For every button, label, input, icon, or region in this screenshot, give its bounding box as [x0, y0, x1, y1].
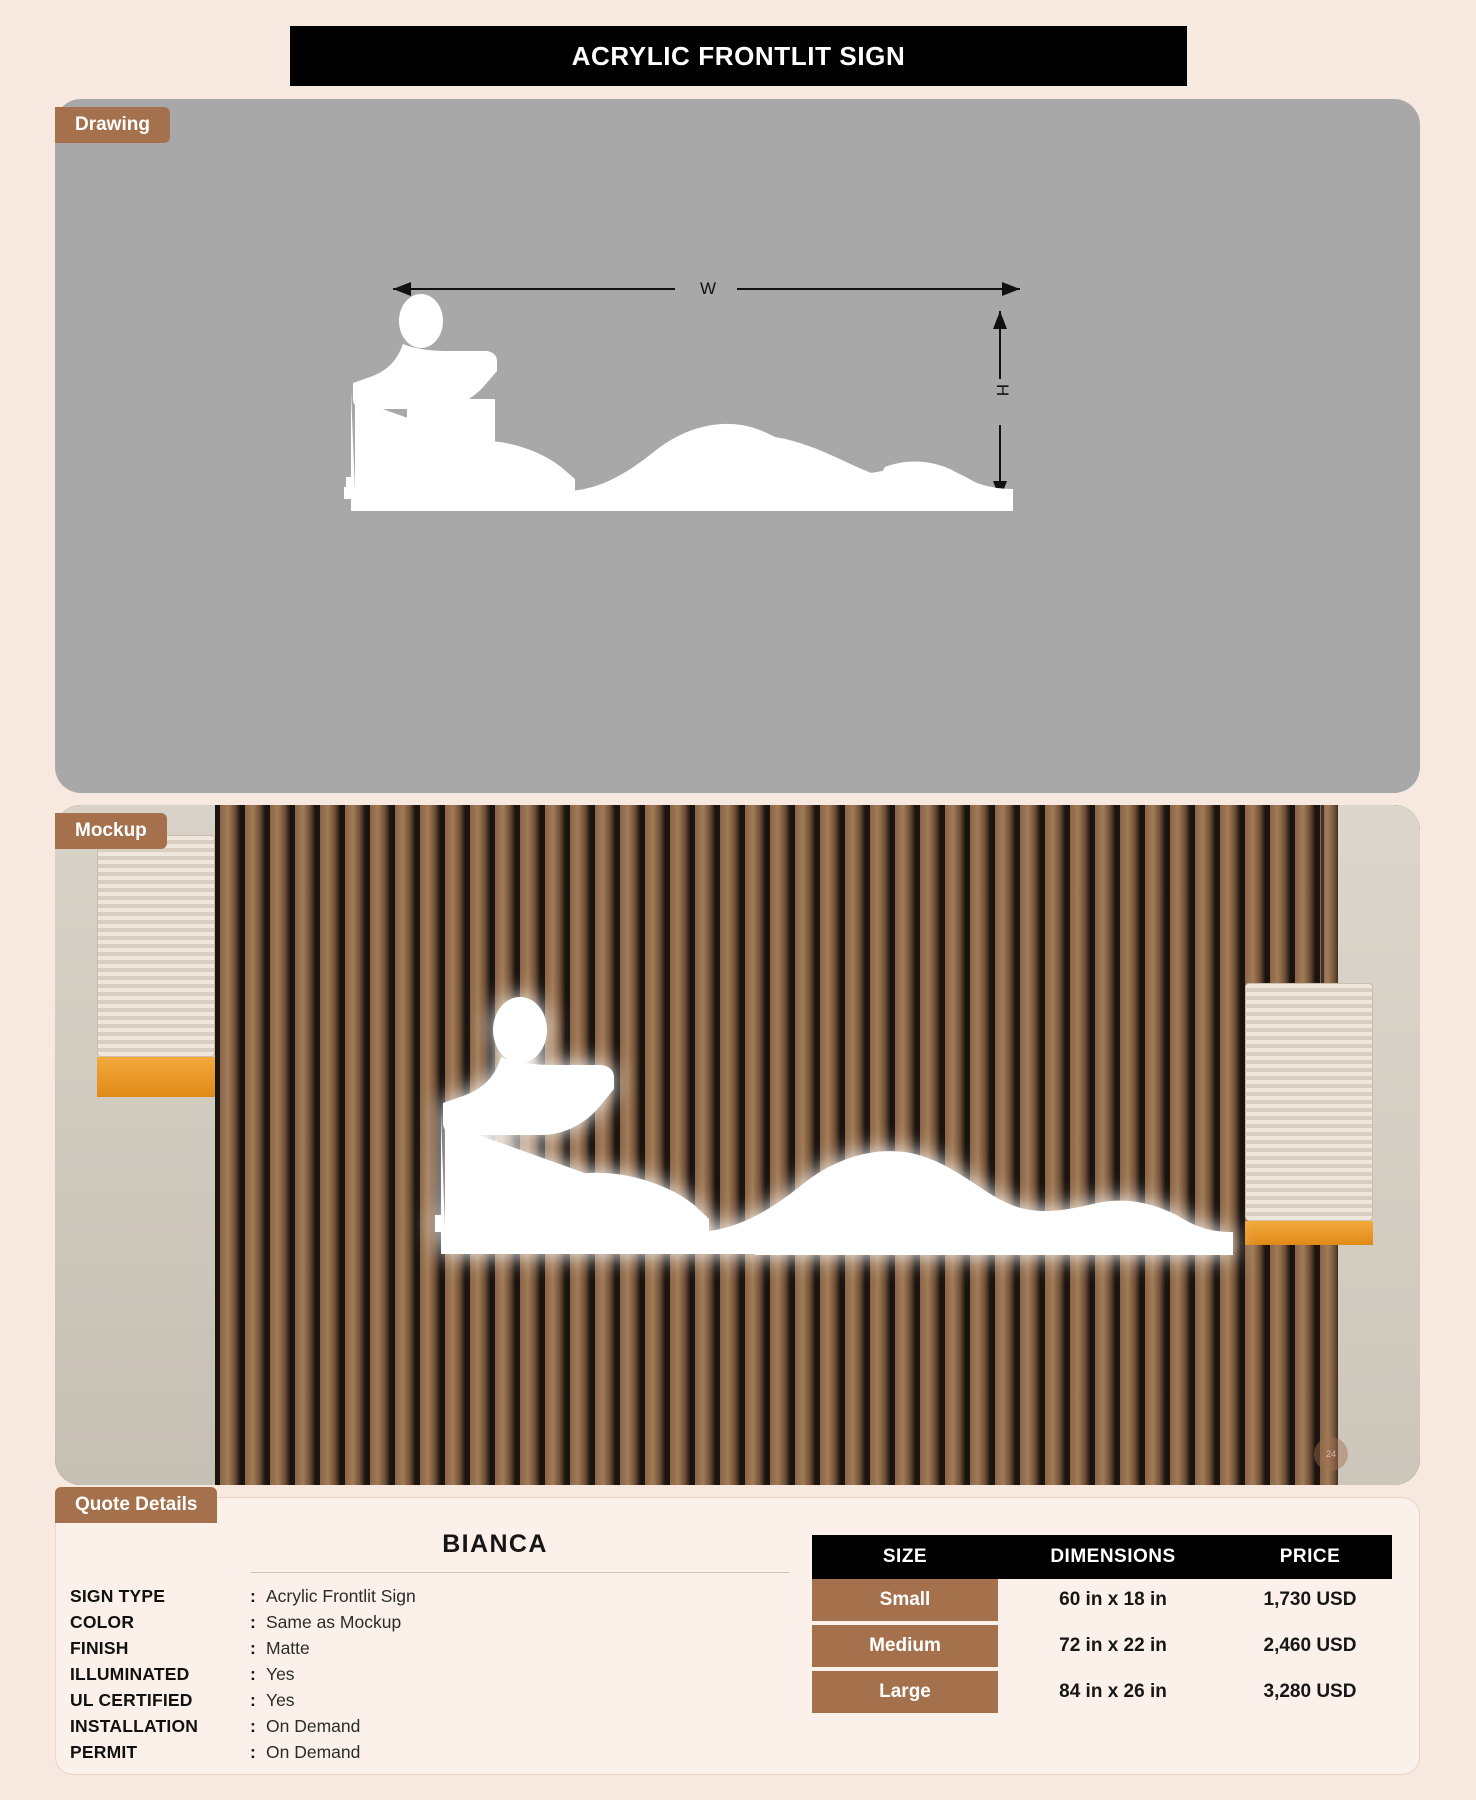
- spec-row: [70, 1586, 700, 1612]
- page-title-bar: [290, 26, 1187, 86]
- quote-section-tab: Quote Details: [55, 1487, 217, 1523]
- spec-label: FINISH: [70, 1638, 129, 1658]
- cell-size: Large: [812, 1669, 998, 1715]
- spec-value: Yes: [266, 1664, 295, 1684]
- spec-row: [70, 1742, 700, 1768]
- spec-label: COLOR: [70, 1612, 135, 1632]
- table-row: [812, 1579, 1392, 1623]
- column-header-price: PRICE: [1228, 1535, 1392, 1579]
- cell-dimensions: 84 in x 26 in: [1059, 1681, 1167, 1702]
- spec-row: [70, 1638, 700, 1664]
- spec-value: Same as Mockup: [266, 1612, 402, 1632]
- spec-label: UL CERTIFIED: [70, 1690, 193, 1710]
- spec-value: Acrylic Frontlit Sign: [266, 1586, 416, 1606]
- spec-colon: :: [250, 1690, 256, 1710]
- cell-price: 3,280 USD: [1263, 1681, 1357, 1702]
- spec-label: PERMIT: [70, 1742, 138, 1762]
- spec-row: [70, 1716, 700, 1742]
- cell-price: 2,460 USD: [1263, 1635, 1357, 1656]
- drawing-panel: [55, 99, 1420, 793]
- cell-size: Small: [812, 1579, 998, 1623]
- spec-label: SIGN TYPE: [70, 1586, 166, 1606]
- spec-value: On Demand: [266, 1716, 361, 1736]
- cell-size: Medium: [812, 1623, 998, 1669]
- table-row: [812, 1623, 1392, 1669]
- pricing-table: [812, 1535, 1392, 1717]
- spec-list: [70, 1586, 700, 1768]
- brand-name: BIANCA: [442, 1530, 548, 1558]
- cell-dimensions: 72 in x 22 in: [1059, 1635, 1167, 1656]
- mockup-sign-graphic: [55, 805, 1420, 1485]
- drawing-illustration: [55, 99, 1420, 793]
- column-header-dimensions: DIMENSIONS: [998, 1535, 1228, 1579]
- mockup-section-tab: Mockup: [55, 813, 167, 849]
- pricing-table-header-row: [812, 1535, 1392, 1579]
- spec-row: [70, 1690, 700, 1716]
- cell-price: 1,730 USD: [1263, 1589, 1357, 1610]
- spec-colon: :: [250, 1638, 256, 1658]
- spec-colon: :: [250, 1742, 256, 1762]
- column-header-size: SIZE: [812, 1535, 998, 1579]
- spec-label: ILLUMINATED: [70, 1664, 190, 1684]
- cell-dimensions: 60 in x 18 in: [1059, 1589, 1167, 1610]
- spec-colon: :: [250, 1716, 256, 1736]
- spec-value: Yes: [266, 1690, 295, 1710]
- spec-value: Matte: [266, 1638, 310, 1658]
- mockup-watermark: 24: [1314, 1437, 1348, 1471]
- drawing-section-tab: Drawing: [55, 107, 170, 143]
- drawing-height-label: H: [993, 384, 1012, 397]
- table-row: [812, 1669, 1392, 1715]
- spec-value: On Demand: [266, 1742, 361, 1762]
- spec-label: INSTALLATION: [70, 1716, 199, 1736]
- spec-colon: :: [250, 1612, 256, 1632]
- brand-divider: [250, 1572, 790, 1573]
- spec-row: [70, 1612, 700, 1638]
- spec-colon: :: [250, 1664, 256, 1684]
- spec-colon: :: [250, 1586, 256, 1606]
- spec-row: [70, 1664, 700, 1690]
- page-title: ACRYLIC FRONTLIT SIGN: [571, 40, 906, 71]
- mockup-panel: [55, 805, 1420, 1485]
- drawing-width-label: W: [700, 279, 717, 298]
